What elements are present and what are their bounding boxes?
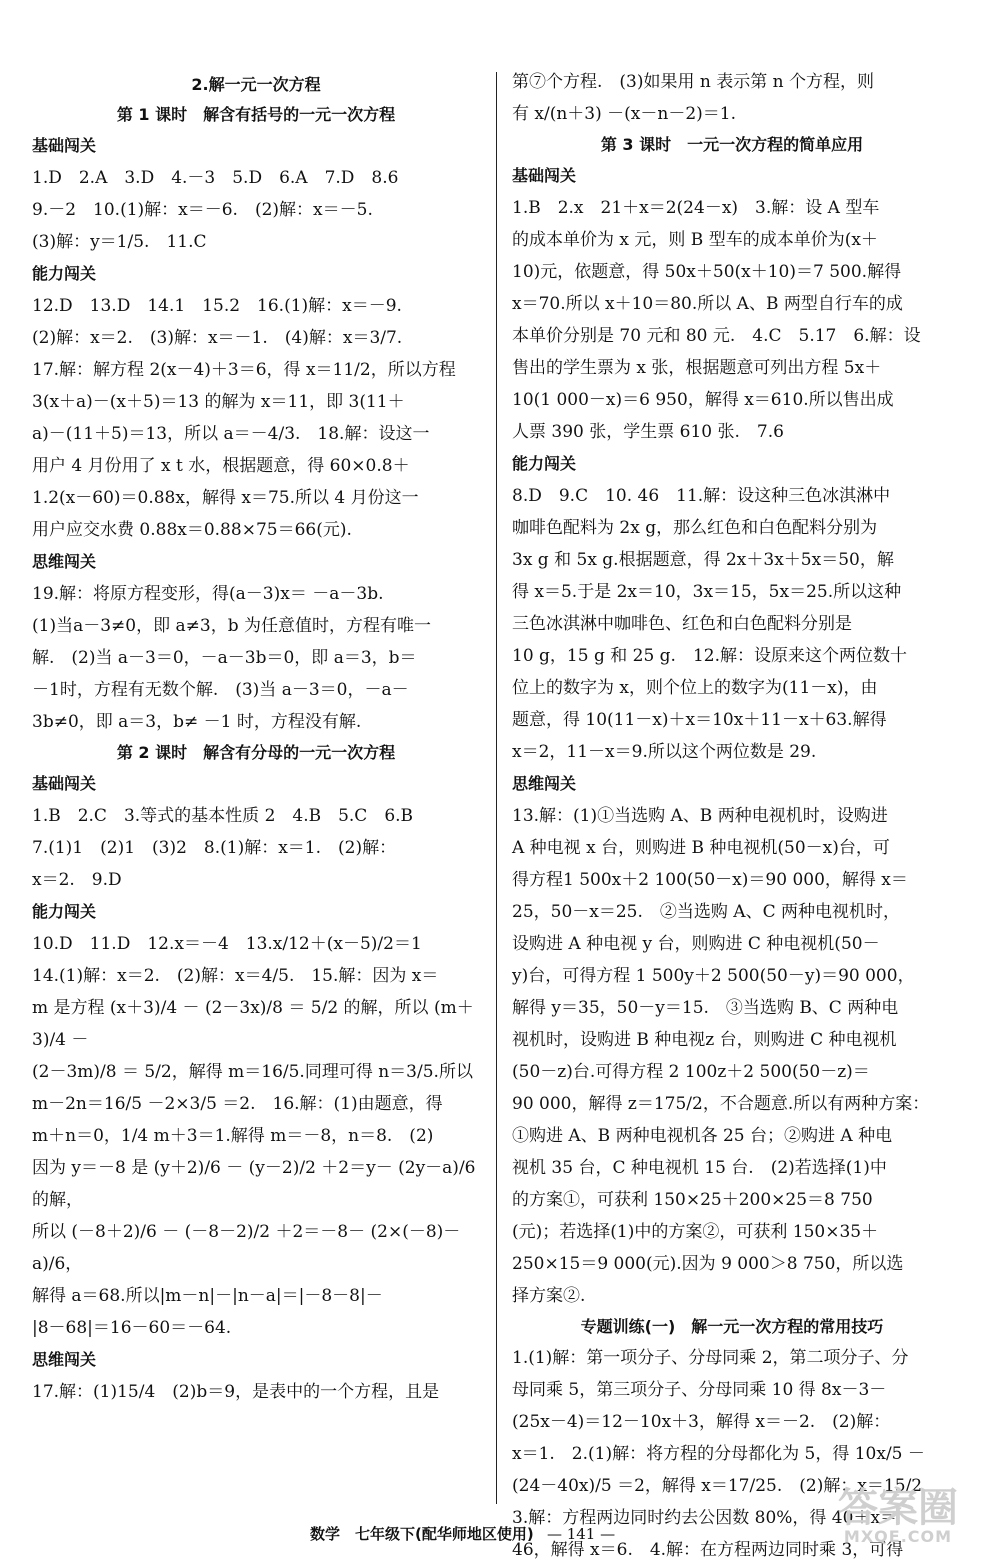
answer-line: 得方程1 500x＋2 100(50－x)＝90 000，解得 x＝	[512, 870, 908, 890]
watermark-text: 答案圈	[838, 1485, 958, 1531]
l1-basic-header: 基础闯关	[32, 136, 97, 155]
l2-ability-block	[32, 928, 480, 1344]
l2-basic-block	[32, 800, 480, 896]
answer-line: 第⑦个方程. (3)如果用 n 表示第 n 个方程，则	[512, 72, 874, 92]
answer-line: 25，50－x＝25. ②当选购 A、C 两种电视机时，	[512, 902, 900, 922]
answer-line: (25x－4)＝12－10x＋3，解得 x＝－2. (2)解：	[512, 1412, 891, 1432]
answer-line: 3x g 和 5x g.根据题意，得 2x＋3x＋5x＝50，解	[512, 550, 894, 570]
answer-line: 用户 4 月份用了 x t 水，根据题意，得 60×0.8＋	[32, 456, 410, 476]
l2-thinking-header: 思维闯关	[32, 1350, 97, 1369]
answer-line: 14.(1)解：x＝2. (2)解：x＝4/5. 15.解：因为 x＝	[32, 966, 439, 986]
l3-thinking-block	[512, 800, 952, 1312]
answer-line: m 是方程 (x＋3)/4 － (2－3x)/8 ＝ 5/2 的解，所以 (m＋3)/4 －	[32, 998, 474, 1050]
answer-line: 8.D 9.C 10. 46 11.解：设这种三色冰淇淋中	[512, 486, 891, 506]
l3-ability-block	[512, 480, 952, 768]
answer-line: 17.解：(1)15/4 (2)b＝9，是表中的一个方程，且是	[32, 1382, 440, 1402]
answer-line: 10(1 000－x)＝6 950，解得 x＝610.所以售出成	[512, 390, 894, 410]
l1-thinking-header: 思维闯关	[32, 552, 97, 571]
answer-line: 10)元，依题意，得 50x＋50(x＋10)＝7 500.解得	[512, 262, 902, 282]
answer-line: 设购进 A 种电视 y 台，则购进 C 种电视机(50－	[512, 934, 880, 954]
answer-line: A 种电视 x 台，则购进 B 种电视机(50－x)台，可	[512, 838, 890, 858]
answer-line: 咖啡色配料为 2x g，那么红色和白色配料分别为	[512, 518, 878, 538]
answer-line: 的成本单价为 x 元，则 B 型车的成本单价为(x＋	[512, 230, 878, 250]
lesson2-title: 第 2 课时 解含有分母的一元一次方程	[116, 743, 396, 762]
answer-line: y)台，可得方程 1 500y＋2 500(50－y)＝90 000，	[512, 966, 915, 986]
answer-line: 46，解得 x＝6. 4.解：在方程两边同时乘 3，可得	[512, 1540, 904, 1560]
l1-ability-block	[32, 290, 480, 546]
answer-line: 解得 a＝68.所以|m－n|－|n－a|＝|－8－8|－	[32, 1286, 383, 1306]
answer-line: x＝1. 2.(1)解：将方程的分母都化为 5，得 10x/5 －	[512, 1444, 925, 1464]
answer-line: (24－40x)/5 ＝2，解得 x＝17/25. (2)解：x＝15/2	[512, 1476, 923, 1496]
answer-line: 9.－2 10.(1)解：x＝－6. (2)解：x＝－5.	[32, 200, 373, 220]
answer-line: (1)当a－3≠0，即 a≠3，b 为任意值时，方程有唯一	[32, 616, 431, 636]
answer-line: －1时，方程有无数个解. (3)当 a－3＝0，－a－	[32, 680, 409, 700]
answer-line: 7.(1)1 (2)1 (3)2 8.(1)解：x＝1. (2)解：	[32, 838, 397, 858]
answer-line: x＝2. 9.D	[32, 870, 122, 890]
answer-line: 1.D 2.A 3.D 4.－3 5.D 6.A 7.D 8.6	[32, 168, 399, 188]
l3-basic-block	[512, 192, 952, 448]
answer-line: 10.D 11.D 12.x＝－4 13.x/12＋(x－5)/2＝1	[32, 934, 422, 954]
answer-line: 12.D 13.D 14.1 15.2 16.(1)解：x＝－9.	[32, 296, 402, 316]
answer-line: 位上的数字为 x，则个位上的数字为(11－x)，由	[512, 678, 878, 698]
answer-line: x＝70.所以 x＋10＝80.所以 A、B 两型自行车的成	[512, 294, 903, 314]
answer-line: 人票 390 张，学生票 610 张. 7.6	[512, 422, 784, 442]
answer-line: x＝2，11－x＝9.所以这个两位数是 29.	[512, 742, 817, 762]
answer-line: 用户应交水费 0.88x＝0.88×75＝66(元).	[32, 520, 352, 540]
answer-line: 解得 y＝35，50－y＝15. ③当选购 B、C 两种电	[512, 998, 899, 1018]
chapter-title: 2.解一元一次方程	[191, 75, 321, 94]
answer-line: 所以 (－8＋2)/6 － (－8－2)/2 ＋2＝－8－ (2×(－8)－a)/6，	[32, 1222, 461, 1274]
l3-basic-header: 基础闯关	[512, 166, 577, 185]
answer-line: 1.B 2.x 21＋x＝2(24－x) 3.解：设 A 型车	[512, 198, 880, 218]
answer-line: 视机 35 台，C 种电视机 15 台. (2)若选择(1)中	[512, 1158, 887, 1178]
footer-subject: 数学 七年级下(配华师地区使用)	[310, 1525, 534, 1543]
answer-line: 17.解：解方程 2(x－4)＋3＝6，得 x＝11/2，所以方程	[32, 360, 456, 380]
answer-line: 题意，得 10(11－x)＋x＝10x＋11－x＋63.解得	[512, 710, 887, 730]
special-training-title: 专题训练(一) 解一元一次方程的常用技巧	[580, 1317, 884, 1336]
l2-basic-header: 基础闯关	[32, 774, 97, 793]
answer-line: m＋n＝0，1/4 m＋3＝1.解得 m＝－8，n＝8. (2)	[32, 1126, 434, 1146]
answer-line: (2－3m)/8 ＝ 5/2，解得 m＝16/5.同理可得 n＝3/5.所以	[32, 1062, 473, 1082]
answer-line: 视机时，设购进 B 种电视z 台，则购进 C 种电视机	[512, 1030, 897, 1050]
left-column	[32, 70, 480, 1408]
answer-line: 1.2(x－60)＝0.88x，解得 x＝75.所以 4 月份这一	[32, 488, 419, 508]
answer-line: 三色冰淇淋中咖啡色、红色和白色配料分别是	[512, 614, 852, 634]
lesson1-title: 第 1 课时 解含有括号的一元一次方程	[116, 105, 396, 124]
answer-line: 售出的学生票为 x 张，根据题意可列出方程 5x＋	[512, 358, 882, 378]
answer-line: 解. (2)当 a－3＝0，－a－3b＝0，即 a＝3，b＝	[32, 648, 417, 668]
answer-line: (50－z)台.可得方程 2 100z＋2 500(50－z)＝	[512, 1062, 870, 1082]
answer-line: ①购进 A、B 两种电视机各 25 台；②购进 A 种电	[512, 1126, 893, 1146]
page-number: — 141 —	[546, 1525, 616, 1543]
answer-line: 90 000，解得 z＝175/2，不合题意.所以有两种方案：	[512, 1094, 930, 1114]
answer-line: 因为 y＝－8 是 (y＋2)/6 － (y－2)/2 ＋2＝y－ (2y－a)/6 的解，	[32, 1158, 476, 1210]
column-divider	[496, 72, 497, 1504]
l1-basic-block	[32, 162, 480, 258]
answer-line: a)－(11＋5)＝13，所以 a＝－4/3. 18.解：设这一	[32, 424, 430, 444]
answer-line: 本单价分别是 70 元和 80 元. 4.C 5.17 6.解：设	[512, 326, 921, 346]
watermark-logo	[808, 1485, 988, 1550]
answer-line: (元)；若选择(1)中的方案②，可获利 150×35＋	[512, 1222, 879, 1242]
answer-line: 的方案①，可获利 150×25＋200×25＝8 750	[512, 1190, 873, 1210]
l2-thinking-block	[32, 1376, 480, 1408]
answer-line: (2)解：x＝2. (3)解：x＝－1. (4)解：x＝3/7.	[32, 328, 403, 348]
answer-line: |8－68|＝16－60＝－64.	[32, 1318, 232, 1338]
l3-ability-header: 能力闯关	[512, 454, 577, 473]
answer-line: m－2n＝16/5 －2×3/5 ＝2. 16.解：(1)由题意，得	[32, 1094, 443, 1114]
answer-line: 择方案②.	[512, 1286, 586, 1306]
answer-line: 1.B 2.C 3.等式的基本性质 2 4.B 5.C 6.B	[32, 806, 414, 826]
l2-thinking-cont-block	[512, 66, 952, 130]
right-column	[512, 66, 952, 1566]
l2-ability-header: 能力闯关	[32, 902, 97, 921]
l1-thinking-block	[32, 578, 480, 738]
answer-line: 10 g，15 g 和 25 g. 12.解：设原来这个两位数十	[512, 646, 908, 666]
answer-line: 3(x＋a)－(x＋5)＝13 的解为 x＝11，即 3(11＋	[32, 392, 405, 412]
answer-line: 母同乘 5，第三项分子、分母同乘 10 得 8x－3－	[512, 1380, 887, 1400]
watermark-url: MXQE.COM	[843, 1527, 953, 1546]
answer-line: 3.解：方程两边同时约去公因数 80%，得 40＋x＝	[512, 1508, 898, 1528]
answer-line: 19.解：将原方程变形，得(a－3)x＝ －a－3b.	[32, 584, 384, 604]
l3-thinking-header: 思维闯关	[512, 774, 577, 793]
answer-line: (3)解：y＝1/5. 11.C	[32, 232, 207, 252]
answer-line: 得 x＝5.于是 2x＝10，3x＝15，5x＝25.所以这种	[512, 582, 902, 602]
answer-line: 3b≠0，即 a＝3，b≠ －1 时，方程没有解.	[32, 712, 362, 732]
answer-line: 1.(1)解：第一项分子、分母同乘 2，第二项分子、分	[512, 1348, 909, 1368]
l1-ability-header: 能力闯关	[32, 264, 97, 283]
lesson3-title: 第 3 课时 一元一次方程的简单应用	[600, 135, 864, 154]
page-footer	[310, 1518, 730, 1550]
answer-line: 有 x/(n＋3) －(x－n－2)＝1.	[512, 104, 736, 124]
answer-line: 13.解：(1)①当选购 A、B 两种电视机时，设购进	[512, 806, 888, 826]
answer-line: 250×15＝9 000(元).因为 9 000＞8 750，所以选	[512, 1254, 904, 1274]
